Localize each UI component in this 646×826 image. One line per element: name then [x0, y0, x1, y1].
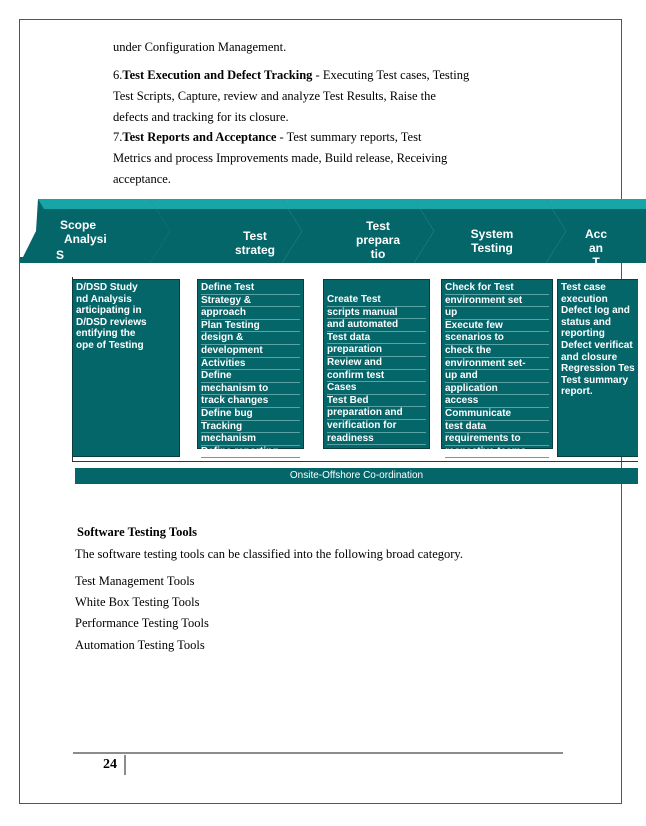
box-line: scenarios to	[445, 332, 549, 345]
box-line: respective teams	[445, 446, 549, 459]
testing-process-diagram	[20, 193, 638, 493]
item-7-line3: acceptance.	[113, 172, 171, 186]
box-line: D/DSD Study	[76, 282, 138, 293]
box-line: test data	[445, 421, 549, 434]
box-line: report.	[561, 386, 593, 398]
item-7-paragraph	[113, 127, 485, 190]
box-line: Test data	[327, 332, 426, 345]
box-line: Define bug	[201, 408, 300, 421]
box-line: mechanism	[201, 433, 300, 446]
item-7-line2: Metrics and process Improvements made, Build release, Receiving	[113, 151, 448, 165]
box-line: environment set	[445, 295, 549, 308]
phase-label-scope-s: S	[56, 248, 65, 262]
list-item: Test Management Tools	[75, 574, 195, 588]
box-line: status and	[561, 316, 612, 328]
item-7-title: Test Reports and Acceptance	[122, 130, 277, 144]
box-line: Check for Test	[445, 282, 549, 295]
acceptance-box	[557, 279, 638, 457]
item-6-paragraph	[113, 65, 485, 128]
page-number: 24	[103, 757, 117, 772]
box-line: Review and	[327, 357, 426, 370]
box-line: application	[445, 383, 549, 396]
test-strategy-box	[197, 279, 304, 457]
box-line: and automated	[327, 319, 426, 332]
box-line: Communicate	[445, 408, 549, 421]
box-line: environment set-	[445, 358, 549, 371]
item-6-line2: Test Scripts, Capture, review and analyze Test Results, Raise the	[113, 89, 436, 103]
box-line: confirm test	[327, 370, 426, 383]
box-line: nd Analysis	[76, 293, 132, 305]
box-line: and closure	[561, 351, 618, 363]
box-line: Create Test	[327, 294, 426, 307]
box-line: Test summary	[561, 374, 629, 386]
list-item: Automation Testing Tools	[75, 638, 205, 652]
box-line: articipating in	[76, 305, 142, 317]
box-line: readiness	[327, 433, 426, 446]
item-6-line1: - Executing Test cases, Testing	[312, 68, 470, 82]
box-line: reporting	[561, 328, 605, 340]
item-6-line3: defects and tracking for its closure.	[113, 110, 289, 124]
footer-rule	[73, 752, 563, 754]
box-line: Define	[201, 370, 300, 383]
continued-line: under Configuration Management.	[113, 40, 287, 54]
box-line: Tracking	[201, 421, 300, 434]
box-line: access	[445, 395, 549, 408]
section-heading: Software Testing Tools	[77, 525, 197, 539]
box-line: Regression Tes	[561, 363, 635, 375]
box-line: Defect log and	[561, 305, 630, 317]
box-line: entifying the	[76, 328, 136, 340]
box-line: Execute few	[445, 320, 549, 333]
bottom-bracket-line	[72, 461, 638, 462]
box-line: Test Bed	[327, 395, 426, 408]
box-line: ope of Testing	[76, 339, 144, 351]
box-line: preparation and	[327, 407, 426, 420]
box-line: check the	[445, 345, 549, 358]
box-line: Define Test	[201, 282, 300, 295]
phase-label-preparation: Test prepara tio	[355, 219, 401, 261]
list-item: White Box Testing Tools	[75, 595, 200, 609]
box-line: Define reporting	[201, 446, 300, 459]
phase-label-acceptance: Acc an T	[584, 227, 607, 269]
item-6-title: Test Execution and Defect Tracking	[122, 68, 313, 82]
phase-label-system-testing: System Testing	[470, 227, 514, 255]
box-line: D/DSD reviews	[76, 316, 147, 328]
box-line: requirements to	[445, 433, 549, 446]
box-line: Defect verificat	[561, 339, 633, 351]
box-line: Cases	[327, 382, 426, 395]
box-line: design &	[201, 332, 300, 345]
box-line: up	[445, 307, 549, 320]
box-line: track changes	[201, 395, 300, 408]
onsite-offshore-bar: Onsite-Offshore Co-ordination	[75, 468, 638, 484]
box-line: verification for	[327, 420, 426, 433]
box-line: Activities	[201, 358, 300, 371]
box-line: up and	[445, 370, 549, 383]
item-7-line1: - Test summary reports, Test	[276, 130, 422, 144]
page-number-bar	[124, 755, 126, 775]
scope-analysis-box	[72, 279, 180, 457]
box-line: scripts manual	[327, 307, 426, 320]
box-line: execution	[561, 293, 608, 305]
box-line: development	[201, 345, 300, 358]
box-line: Strategy &	[201, 295, 300, 308]
phase-label-scope: Scope Analysi	[60, 218, 107, 246]
phase-label-strategy: Test strateg	[234, 229, 275, 257]
item-7-number: 7.	[113, 130, 123, 144]
box-line: Plan Testing	[201, 320, 300, 333]
box-line: Test case	[561, 282, 606, 293]
test-preparation-box	[323, 279, 430, 449]
box-line: mechanism to	[201, 383, 300, 396]
section-intro: The software testing tools can be classified into the following broad category.	[75, 547, 463, 561]
box-line: preparation	[327, 344, 426, 357]
box-line: approach	[201, 307, 300, 320]
list-item: Performance Testing Tools	[75, 616, 209, 630]
item-6-number: 6.	[113, 68, 123, 82]
system-testing-box	[441, 279, 553, 457]
